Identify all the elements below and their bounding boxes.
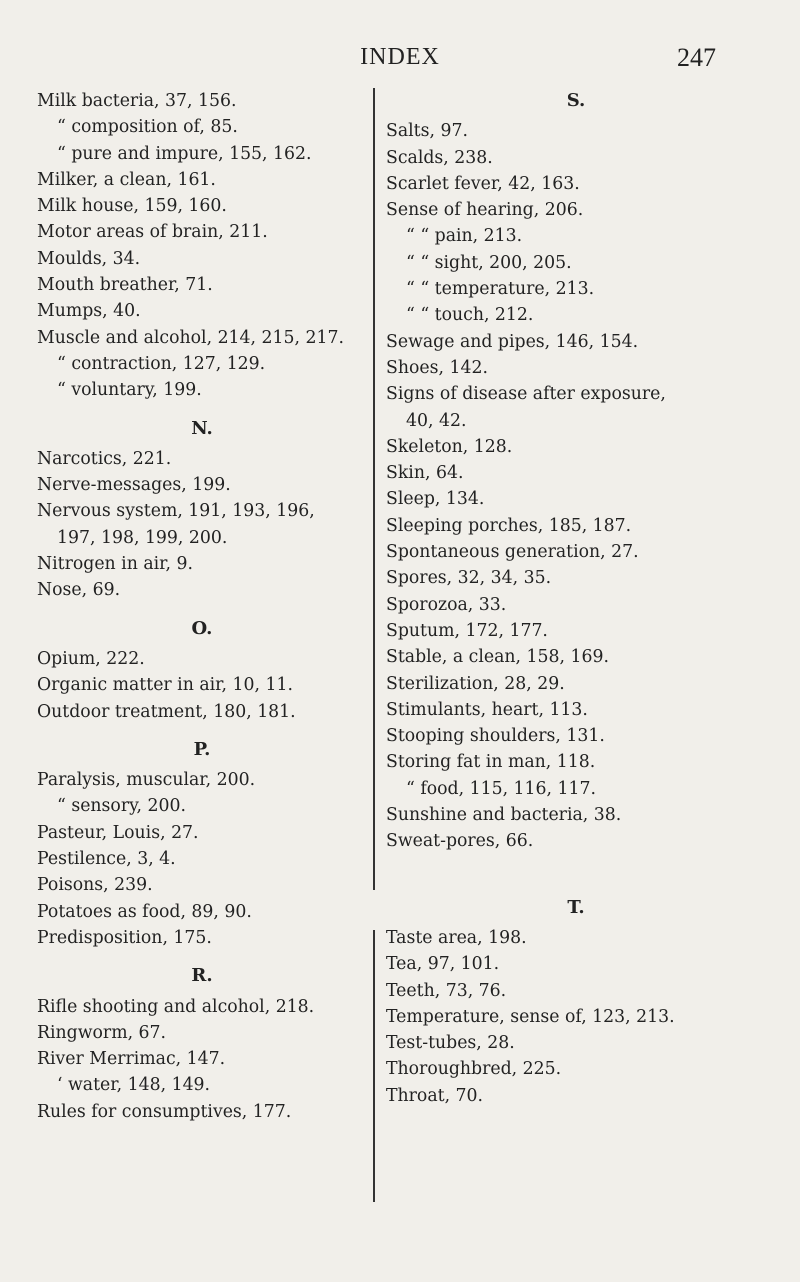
index-entry: Sense of hearing, 206. — [386, 200, 584, 221]
index-entry: Moulds, 34. — [37, 248, 141, 269]
index-entry: Nitrogen in air, 9. — [37, 554, 193, 575]
index-entry: Nerve-messages, 199. — [37, 475, 231, 496]
column-divider-bottom — [373, 930, 375, 1202]
index-entry: Sporozoa, 33. — [386, 594, 507, 615]
index-entry: Thoroughbred, 225. — [386, 1059, 562, 1080]
index-entry: River Merrimac, 147. — [37, 1049, 226, 1070]
index-subentry: “ food, 115, 116, 117. — [406, 778, 597, 799]
running-head — [0, 44, 800, 78]
index-entry-continuation: 197, 198, 199, 200. — [57, 527, 228, 548]
index-entry: Mouth breather, 71. — [37, 275, 213, 296]
index-entry: Opium, 222. — [37, 648, 145, 669]
index-entry: Rules for consumptives, 177. — [37, 1101, 292, 1122]
index-entry: Sterilization, 28, 29. — [386, 673, 565, 694]
index-subentry: “ “ touch, 212. — [406, 305, 534, 326]
index-entry: Nose, 69. — [37, 580, 121, 601]
index-subentry: “ pure and impure, 155, 162. — [57, 143, 312, 164]
index-entry: Outdoor treatment, 180, 181. — [37, 701, 296, 722]
index-subentry: “ sensory, 200. — [57, 796, 187, 817]
section-heading-r: R. — [191, 965, 213, 987]
index-entry-continuation: 40, 42. — [406, 410, 467, 431]
index-subentry: “ “ temperature, 213. — [406, 279, 595, 300]
index-entry: Taste area, 198. — [386, 927, 527, 948]
index-entry: Teeth, 73, 76. — [386, 980, 507, 1001]
section-heading-s: S. — [566, 90, 586, 111]
index-entry: Test-tubes, 28. — [386, 1033, 515, 1054]
index-entry: Temperature, sense of, 123, 213. — [386, 1006, 675, 1027]
index-entry: Throat, 70. — [386, 1085, 484, 1106]
index-entry: Pasteur, Louis, 27. — [37, 822, 199, 843]
index-entry: Salts, 97. — [386, 121, 468, 142]
index-entry: Muscle and alcohol, 214, 215, 217. — [37, 327, 344, 348]
section-spacer — [386, 855, 786, 883]
index-subentry: ‘ water, 148, 149. — [57, 1075, 211, 1096]
index-subentry: “ composition of, 85. — [57, 117, 238, 138]
index-entry: Nervous system, 191, 193, 196, — [37, 501, 315, 522]
index-entry: Signs of disease after exposure, — [386, 384, 666, 405]
index-entry: Sweat-pores, 66. — [386, 831, 534, 852]
index-entry: Sleeping porches, 185, 187. — [386, 515, 632, 536]
index-subentry: “ contraction, 127, 129. — [57, 353, 266, 374]
index-entry: Spontaneous generation, 27. — [386, 542, 639, 563]
index-entry: Scarlet fever, 42, 163. — [386, 173, 580, 194]
index-entry: Stable, a clean, 158, 169. — [386, 647, 609, 668]
index-entry: Storing fat in man, 118. — [386, 752, 596, 773]
index-entry: Poisons, 239. — [37, 875, 153, 896]
index-entry: Tea, 97, 101. — [386, 954, 500, 975]
index-entry: Sunshine and bacteria, 38. — [386, 805, 622, 826]
index-entry: Organic matter in air, 10, 11. — [37, 675, 293, 696]
index-entry: Stooping shoulders, 131. — [386, 726, 605, 747]
index-entry: Scalds, 238. — [386, 147, 493, 168]
index-entry: Milker, a clean, 161. — [37, 169, 216, 190]
index-entry: Predisposition, 175. — [37, 927, 212, 948]
index-entry: Pestilence, 3, 4. — [37, 849, 176, 870]
index-subentry: “ “ pain, 213. — [406, 226, 523, 247]
index-entry: Shoes, 142. — [386, 357, 488, 378]
left-column — [37, 88, 367, 1125]
index-entry: Skeleton, 128. — [386, 436, 513, 457]
index-entry: Motor areas of brain, 211. — [37, 222, 268, 243]
index-entry: Narcotics, 221. — [37, 448, 172, 469]
section-heading-o: O. — [191, 617, 213, 639]
index-subentry: “ voluntary, 199. — [57, 380, 202, 401]
index-entry: Ringworm, 67. — [37, 1022, 167, 1043]
index-entry: Sewage and pipes, 146, 154. — [386, 331, 639, 352]
section-heading-t: T. — [567, 896, 585, 918]
page-title: INDEX — [360, 44, 440, 70]
index-entry: Stimulants, heart, 113. — [386, 699, 588, 720]
index-entry: Spores, 32, 34, 35. — [386, 568, 552, 589]
section-heading-p: P. — [193, 738, 211, 760]
page-number: 247 — [677, 43, 716, 72]
right-column — [386, 88, 786, 1109]
index-entry: Sleep, 134. — [386, 489, 485, 510]
index-entry: Milk bacteria, 37, 156. — [37, 91, 237, 111]
index-entry: Potatoes as food, 89, 90. — [37, 901, 252, 922]
index-entry: Skin, 64. — [386, 463, 464, 484]
index-entry: Milk house, 159, 160. — [37, 196, 227, 217]
section-heading-n: N. — [191, 417, 213, 439]
index-entry: Rifle shooting and alcohol, 218. — [37, 996, 315, 1017]
index-entry: Sputum, 172, 177. — [386, 620, 548, 641]
index-entry: Mumps, 40. — [37, 301, 141, 322]
index-subentry: “ “ sight, 200, 205. — [406, 252, 572, 273]
column-divider-top — [373, 88, 375, 890]
index-entry: Paralysis, muscular, 200. — [37, 770, 256, 791]
